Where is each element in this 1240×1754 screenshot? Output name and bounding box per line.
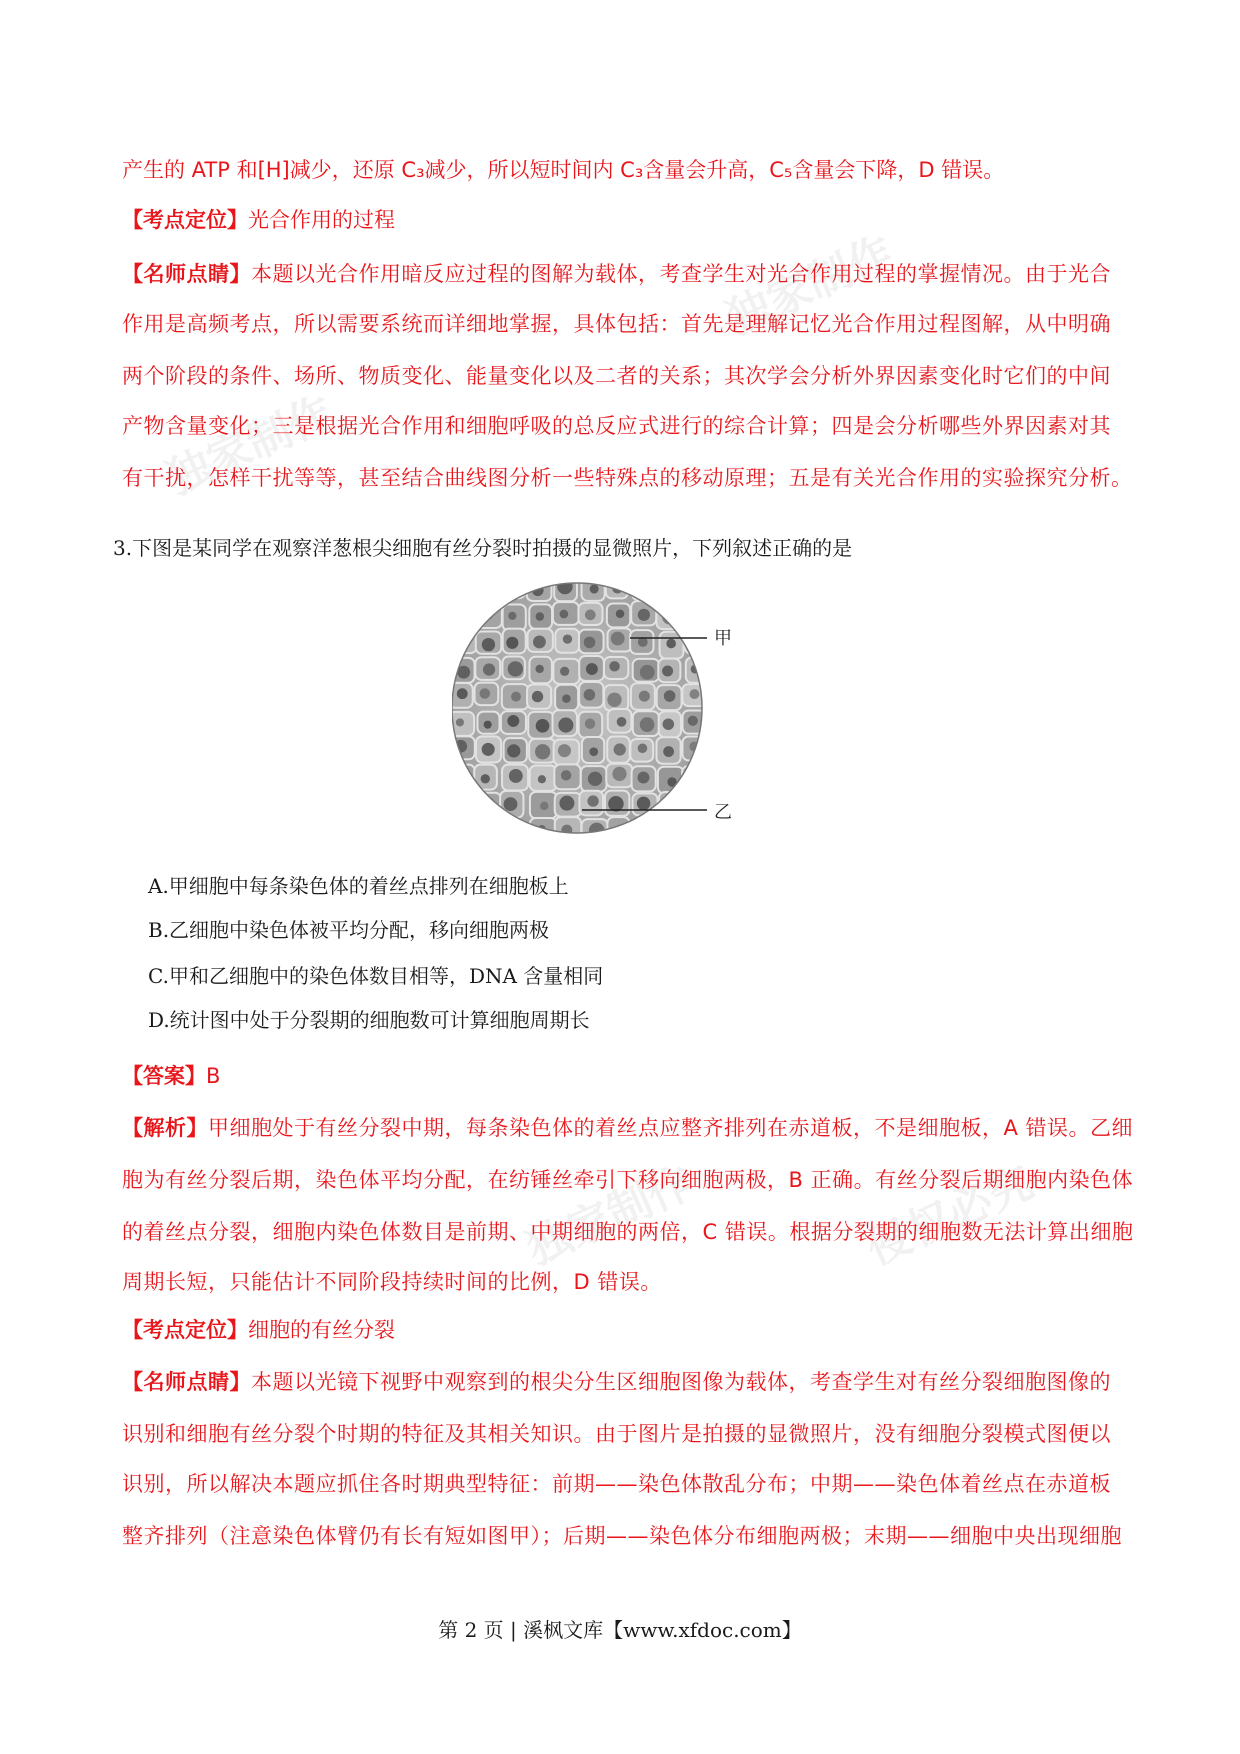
cell-nucleus xyxy=(508,661,523,676)
analysis-tag: 【解析】 xyxy=(122,1116,208,1140)
watermark: 独家制作 xyxy=(719,227,901,346)
cell xyxy=(685,792,711,816)
cell-nucleus xyxy=(663,796,678,811)
watermark: 独家制作 xyxy=(519,1157,701,1276)
cell-nucleus xyxy=(691,775,700,784)
cell-nucleus xyxy=(688,716,698,726)
cell-nucleus xyxy=(557,579,572,594)
cell xyxy=(452,628,477,653)
cell-nucleus xyxy=(535,665,543,673)
cell-nucleus xyxy=(612,767,626,781)
cell-nucleus xyxy=(663,746,674,757)
cell-nucleus xyxy=(609,661,619,671)
kaodian-section xyxy=(122,1314,395,1344)
cell-nucleus xyxy=(584,689,596,701)
cell xyxy=(659,792,686,818)
cell-nucleus xyxy=(637,797,651,811)
cell-nucleus xyxy=(690,611,703,624)
cell-nucleus xyxy=(561,825,572,836)
cell-nucleus xyxy=(614,743,626,755)
cell-nucleus xyxy=(508,612,516,620)
cell-nucleus xyxy=(510,580,522,592)
cell-nucleus xyxy=(506,637,518,649)
cell-nucleus xyxy=(536,612,545,621)
cell xyxy=(657,578,683,604)
watermark: 侵权必究 xyxy=(859,1157,1041,1276)
page-footer: 第 2 页 | 溪枫文库【www.xfdoc.com】 xyxy=(438,1618,802,1642)
kaodian-section xyxy=(122,204,395,234)
cell xyxy=(476,602,502,628)
cell xyxy=(685,630,712,653)
cell-nucleus xyxy=(561,770,571,780)
cell-nucleus xyxy=(558,744,571,757)
question-stem: 3.下图是某同学在观察洋葱根尖细胞有丝分裂时拍摄的显微照片，下列叙述正确的是 xyxy=(113,536,853,560)
mingshi-line: 整齐排列（注意染色体臂仍有长有短如图甲）；后期——染色体分布细胞两极；末期——细胞中央出现细胞 xyxy=(122,1524,1122,1548)
cell-nucleus xyxy=(663,826,676,838)
answer-section xyxy=(122,1060,220,1090)
cell xyxy=(632,578,658,600)
cell-nucleus xyxy=(689,689,699,699)
cell-nucleus xyxy=(509,769,523,783)
cell-nucleus xyxy=(617,717,627,727)
cell xyxy=(452,792,474,816)
cell-nucleus xyxy=(482,826,498,838)
cell-nucleus xyxy=(665,585,678,598)
cell-nucleus xyxy=(560,667,569,676)
label-yi: 乙 xyxy=(714,802,732,823)
mingshi-line: 【名师点睛】本题以光镜下视野中观察到的根尖分生区细胞图像为载体，考查学生对有丝分裂细胞图像的 xyxy=(122,1370,1111,1394)
mingshi-line: 作用是高频考点，所以需要系统而详细地掌握，具体包括：首先是理解记忆光合作用过程图解，从中明确 xyxy=(122,312,1111,336)
analysis-line: 【解析】甲细胞处于有丝分裂中期，每条染色体的着丝点应整齐排列在赤道板，不是细胞板，A 错误。乙细 xyxy=(122,1116,1134,1140)
cell xyxy=(633,820,658,838)
kaodian-text: 光合作用的过程 xyxy=(248,208,395,232)
cell xyxy=(686,657,709,682)
analysis-line: 的着丝点分裂，细胞内染色体数目是前期、中期细胞的两倍，C 错误。根据分裂期的细胞数无法计算出细胞 xyxy=(122,1220,1134,1244)
cell-nucleus xyxy=(590,584,599,593)
cell-nucleus xyxy=(662,609,678,625)
cell xyxy=(684,821,708,838)
option-d: D.统计图中处于分裂期的细胞数可计算细胞周期长 xyxy=(148,1008,590,1032)
cell-nucleus xyxy=(482,743,495,756)
cell-nucleus xyxy=(457,688,468,699)
cell-nucleus xyxy=(481,774,490,783)
cell-nucleus xyxy=(562,694,571,703)
cell-nucleus xyxy=(536,719,550,733)
cell-nucleus xyxy=(690,824,703,837)
micrograph-figure xyxy=(452,578,802,838)
cell-nucleus xyxy=(533,636,546,649)
cell-nucleus xyxy=(607,693,621,707)
cell-nucleus xyxy=(666,639,676,649)
mingshi-line: 两个阶段的条件、场所、物质变化、能量变化以及二者的关系；其次学会分析外界因素变化时它们的中间 xyxy=(122,364,1111,388)
cell-nucleus xyxy=(589,747,598,756)
cell-nucleus xyxy=(611,632,625,646)
cell-nucleus xyxy=(638,743,648,753)
mingshi-line: 【名师点睛】本题以光合作用暗反应过程的图解为载体，考查学生对光合作用过程的掌握情况。由于光合 xyxy=(122,262,1111,286)
analysis-line: 胞为有丝分裂后期，染色体平均分配，在纺锤丝牵引下移向细胞两极，B 正确。有丝分裂后期细胞内染色体 xyxy=(122,1168,1134,1192)
mingshi-line: 识别和细胞有丝分裂个时期的特征及其相关知识。由于图片是拍摄的显微照片，没有细胞分裂模式图便以 xyxy=(122,1422,1111,1446)
cell xyxy=(452,602,473,626)
cell-nucleus xyxy=(455,607,470,622)
mingshi-line: 产物含量变化；三是根据光合作用和细胞呼吸的总反应式进行的综合计算；四是会分析哪些外界因素对其 xyxy=(122,414,1111,438)
cell-nucleus xyxy=(640,665,655,680)
option-a: A.甲细胞中每条染色体的着丝点排列在细胞板上 xyxy=(148,874,569,898)
option-c: C.甲和乙细胞中的染色体数目相等，DNA 含量相同 xyxy=(148,964,604,988)
watermark: 独家制作 xyxy=(159,387,341,506)
cell-nucleus xyxy=(535,744,550,759)
mingshi-tag: 【名师点睛】 xyxy=(122,262,251,286)
cell-nucleus xyxy=(480,607,494,621)
cell xyxy=(452,820,472,838)
cell-nucleus xyxy=(639,691,650,702)
cell-nucleus xyxy=(455,824,470,838)
cell-nucleus xyxy=(585,610,596,621)
cell-nucleus xyxy=(454,800,466,812)
cell xyxy=(452,765,475,791)
kaodian-tag: 【考点定位】 xyxy=(122,208,248,232)
cell xyxy=(607,817,629,838)
cell-nucleus xyxy=(507,715,519,727)
cell-nucleus xyxy=(540,802,548,810)
label-jia: 甲 xyxy=(714,628,732,649)
cell xyxy=(606,578,628,598)
answer-value: B xyxy=(206,1064,221,1088)
cell-nucleus xyxy=(508,826,521,838)
cell-nucleus xyxy=(482,638,495,651)
cell-nucleus xyxy=(587,795,598,806)
cell-nucleus xyxy=(532,691,543,702)
cell xyxy=(502,821,527,838)
cell-nucleus xyxy=(454,579,469,594)
cell-nucleus xyxy=(538,775,546,783)
cell-nucleus xyxy=(690,796,705,811)
cell xyxy=(476,578,502,600)
cell-nucleus xyxy=(511,692,521,702)
analysis-line: 周期长短，只能估计不同阶段持续时间的比例，D 错误。 xyxy=(122,1270,662,1294)
cell xyxy=(684,603,710,629)
cell-nucleus xyxy=(456,718,464,726)
cell xyxy=(478,820,504,838)
cell xyxy=(656,605,681,629)
mingshi-line: 识别，所以解决本题应抓住各时期典型特征：前期——染色体散乱分布；中期——染色体着丝点在赤道板 xyxy=(122,1472,1111,1496)
mingshi-tag: 【名师点睛】 xyxy=(122,1370,251,1394)
explanation-line: 产生的 ATP 和[H]减少，还原 C₃减少，所以短时间内 C₃含量会升高，C₅含量会下降，D 错误。 xyxy=(122,158,1005,182)
cell-nucleus xyxy=(584,637,596,649)
cell-nucleus xyxy=(637,580,651,594)
cell-nucleus xyxy=(504,797,518,811)
cell-nucleus xyxy=(664,690,676,702)
kaodian-tag: 【考点定位】 xyxy=(122,1318,248,1342)
cell-nucleus xyxy=(507,744,520,757)
cell-nucleus xyxy=(484,721,492,729)
cell-nucleus xyxy=(483,663,495,675)
cell-nucleus xyxy=(588,772,602,786)
answer-tag: 【答案】 xyxy=(122,1064,206,1088)
cell-nucleus xyxy=(690,583,700,593)
cell-nucleus xyxy=(640,717,655,732)
cell-nucleus xyxy=(585,718,595,728)
cell xyxy=(452,578,473,599)
cell-nucleus xyxy=(456,775,465,784)
cell-nucleus xyxy=(480,688,490,698)
cell-nucleus xyxy=(640,824,654,838)
mingshi-line: 有干扰，怎样干扰等等，甚至结合曲线图分析一些特殊点的移动原理；五是有关光合作用的实验探究分析。 xyxy=(122,466,1133,490)
cell-nucleus xyxy=(637,772,649,784)
cell xyxy=(682,578,706,598)
cell-nucleus xyxy=(482,580,495,593)
cell-nucleus xyxy=(608,796,624,812)
cell-nucleus xyxy=(558,717,573,732)
cell-nucleus xyxy=(586,663,598,675)
cell-nucleus xyxy=(663,718,675,730)
cell-nucleus xyxy=(690,633,705,648)
cell xyxy=(660,821,682,838)
option-b: B.乙细胞中染色体被平均分配，移向细胞两极 xyxy=(148,918,550,942)
cell-nucleus xyxy=(559,796,574,811)
kaodian-text: 细胞的有丝分裂 xyxy=(248,1318,395,1342)
cell-nucleus xyxy=(662,665,673,676)
cell-nucleus xyxy=(638,609,650,621)
cell-nucleus xyxy=(563,634,572,643)
cell-nucleus xyxy=(560,610,569,619)
cell-nucleus xyxy=(482,797,495,810)
cell-nucleus xyxy=(616,610,625,619)
